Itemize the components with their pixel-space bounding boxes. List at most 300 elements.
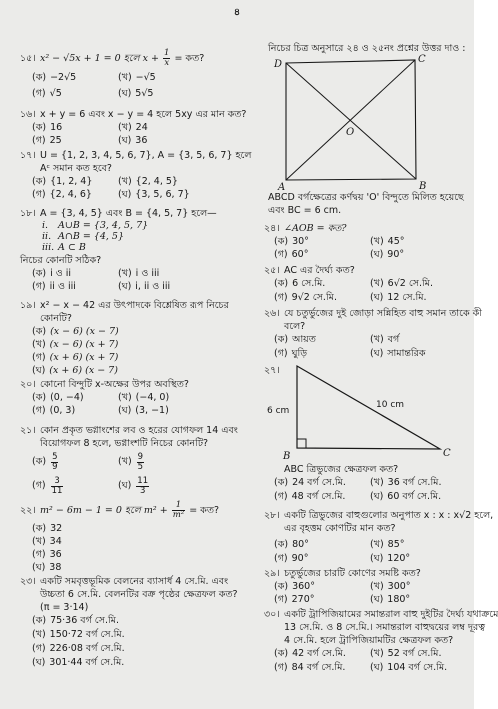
question-18 [20,207,254,293]
fraction-denominator: 3 [139,485,146,496]
fraction-numerator: 11 [137,475,149,486]
question-stem [20,299,254,312]
question-text-continued: বলে? [284,321,306,332]
question-text-continued: বিয়োগফল 8 হলে, ভগ্নাংশটি নিচের কোনটি? [40,438,209,449]
fraction-denominator: 9 [52,461,58,472]
stem-tail: = কত? [171,53,205,64]
option-label: (খ) [370,539,384,550]
option-text: {3, 5, 6, 7} [135,189,190,200]
option-label: (ঘ) [370,292,384,303]
option-label: (ঘ) [118,281,132,292]
option-gha [32,656,254,670]
option-text: 84 বর্গ সে.মি. [291,662,346,673]
question-number: ২৩। [20,576,36,587]
option-label: (গ) [274,292,288,303]
question-stem [20,378,254,391]
option-label: (ক) [32,455,47,467]
option-ka [274,235,370,248]
option-kha [32,338,254,351]
statement-iii [20,242,254,253]
option-label: (খ) [118,176,132,187]
question-text: যে চতুর্ভুজের দুই জোড়া সন্নিহিত বাহু সমান তাকে কী [284,308,482,319]
question-text-continued: Aᶜ সমান কত হবে? [40,163,112,174]
option-label: (ক) [274,648,289,659]
fraction-numerator: 9 [137,451,144,462]
option-text: বর্গ [387,334,400,345]
option-label: (ঘ) [118,479,132,491]
question-stem [264,222,468,235]
option-label: (খ) [118,268,132,279]
question-stem [264,509,494,522]
option-ka [32,450,118,474]
option-text: 90° [291,553,309,564]
question-text-continued: 13 সে.মি. ও 8 সে.মি.। সমান্তরাল বাহুদ্বয়ের লম্ব দূরত্ব [284,622,485,633]
option-text: 36 বর্গ সে.মি. [387,477,442,488]
option-text: i ও iii [135,268,160,279]
option-ka [274,647,370,661]
question-text: একটি ট্রাপিজিয়ামের সমান্তরাল বাহু দুইটির দৈর্ঘ্য যথাক্রমে [284,609,498,620]
option-label: (ক) [32,268,47,279]
option-kha [32,535,254,548]
option-label: (খ) [370,477,384,488]
option-kha [118,70,254,86]
option-label: (খ) [118,72,132,83]
option-label: (খ) [118,455,132,467]
question-number: ১৮। [20,208,36,219]
option-label: (ক) [274,278,289,289]
option-kha [32,628,254,642]
options [20,70,254,102]
option-label: (ক) [274,581,289,592]
options [20,121,254,147]
option-text: 300° [387,581,411,592]
stem-expression: x² − √5x + 1 = 0 হলে x + [40,53,162,64]
option-label: (গ) [32,352,46,363]
option-text: (−4, 0) [135,392,170,403]
fraction-denominator: 5 [137,461,144,472]
option-label: (খ) [32,629,46,640]
option-text: আয়ত [292,334,316,345]
option-label: (ঘ) [32,657,46,668]
vertex-label-d: D [274,59,283,70]
option-label: (খ) [32,536,46,547]
option-text: 80° [292,539,309,550]
option-ga [274,661,370,675]
vertex-label-a: A [278,182,286,193]
question-30 [264,608,498,675]
option-text: (3, −1) [135,405,169,416]
question-stem [264,264,468,277]
option-label: (ঘ) [118,189,132,200]
option-gha [118,86,254,102]
question-text: x² − x − 42 এর উৎপাদকে বিশ্লেষিত রূপ নিচের [40,300,229,311]
option-gha [370,661,468,675]
option-label: (ক) [274,236,289,247]
option-ka [32,70,118,86]
option-text: সামান্তরিক [387,348,426,359]
vertex-label-b: B [283,451,291,462]
option-text: 25 [49,135,62,146]
caption-line: এবং BC = 6 cm. [268,205,342,216]
statement-i [20,220,254,231]
option-text: 42 বর্গ সে.মি. [292,648,346,659]
question-number: ২৪। [264,223,280,234]
option-text: 12 সে.মি. [387,292,427,303]
option-ka [274,580,370,593]
option-gha [118,474,254,498]
diagonal-ac [286,60,415,180]
option-text: 85° [387,539,405,550]
option-label: (খ) [370,648,384,659]
option-text: (x + 6) (x − 7) [49,365,118,376]
question-number: ২৬। [264,308,280,319]
option-kha [370,580,468,593]
question-number: ১৯। [20,300,36,311]
center-label-o: O [346,127,355,138]
option-kha [370,476,468,490]
options [20,267,254,293]
fraction-denominator: x [164,58,170,68]
option-ka [274,277,370,291]
option-text: (x + 6) (x + 7) [49,352,119,363]
option-gha [370,593,468,606]
option-ga [32,642,254,656]
question-text: ABC ত্রিভুজের ক্ষেত্রফল কত? [284,464,399,475]
option-kha [370,235,468,248]
option-ga [274,490,370,504]
option-ka [32,325,254,338]
option-gha [370,248,468,261]
question-stem [264,307,482,320]
fraction [51,453,58,472]
option-text: i ও ii [50,268,72,279]
option-text: 120° [387,553,411,564]
option-label: (খ) [370,334,384,345]
option-ka [32,267,118,280]
option-ka [274,538,370,552]
option-label: (গ) [274,249,288,260]
option-ga [32,188,118,201]
fraction [163,49,170,68]
option-label: (খ) [370,278,384,289]
option-label: (ঘ) [32,562,46,573]
option-label: (গ) [32,643,46,654]
question-text-continued: 4 সে.মি. হলে ট্রাপিজিয়ামটির ক্ষেত্রফল কত? [284,635,454,646]
option-ga [32,86,118,102]
question-stem [20,575,254,588]
option-gha [370,552,468,566]
option-gha [32,364,254,377]
option-gha [370,291,468,305]
option-label: (খ) [118,392,132,403]
option-ka [32,614,254,628]
option-kha [118,450,254,474]
option-kha [370,647,468,661]
option-text: (0, −4) [50,392,84,403]
options [20,614,254,670]
option-label: (গ) [32,189,46,200]
option-text: {2, 4, 6} [49,189,92,200]
option-label: (ঘ) [370,249,384,260]
fraction-numerator: 1 [164,48,170,58]
option-text: 60 বর্গ সে.মি. [387,491,442,502]
fraction-denominator: 11 [51,485,63,496]
option-text: 30° [292,236,309,247]
question-number: ২২। [20,505,36,516]
question-17 [20,149,254,201]
option-text: i, ii ও iii [135,281,171,292]
question-text: চতুর্ভুজের চারটি কোণের সমষ্টি কত? [284,568,421,579]
option-text: 6 সে.মি. [292,278,326,289]
statement-numeral: i. [42,220,49,231]
option-gha [118,404,254,417]
side-label-ab: 6 cm [267,406,290,416]
option-ga [32,351,254,364]
fraction-denominator: m² [172,510,185,520]
fraction-numerator: 5 [52,451,58,462]
option-label: (গ) [32,281,46,292]
option-text: 48 বর্গ সে.মি. [291,491,346,502]
options [20,175,254,201]
statement-text: A∪B = {3, 4, 5, 7} [58,220,149,231]
stem-tail: = কত? [186,505,219,516]
options [20,450,254,498]
option-text: (x − 6) (x − 7) [50,326,119,337]
option-ga [274,552,370,566]
question-number: ২৮। [264,510,280,521]
question-19 [20,299,254,377]
question-text-continued: উচ্চতা 6 সে.মি. বেলনটির বক্র পৃষ্ঠের ক্ষেত্রফল কত? [40,589,238,600]
option-label: (ক) [32,176,47,187]
option-ka [274,333,370,347]
option-text: 34 [49,536,62,547]
option-label: (ক) [32,615,47,626]
option-text: 32 [50,523,63,534]
question-stem [20,424,254,437]
options [264,580,468,606]
option-kha [370,333,468,347]
question-text-continued: এর বৃহত্তম কোণটির মান কত? [284,523,396,534]
option-text: 104 বর্গ সে.মি. [387,662,448,673]
fraction [51,477,64,496]
option-text: 24 বর্গ সে.মি. [292,477,346,488]
option-label: (গ) [274,594,288,605]
option-kha [118,175,254,188]
statement-text: A ⊂ B [58,242,86,253]
option-text: 226·08 বর্গ সে.মি. [49,643,125,654]
question-stem [20,108,254,121]
option-kha [118,391,254,404]
option-ka [32,391,118,404]
option-gha [370,347,468,361]
question-text-continued: (π = 3·14) [40,602,89,613]
option-label: (ঘ) [118,135,132,146]
option-label: (ক) [274,477,289,488]
question-21 [20,424,254,498]
figure-caption [268,191,468,217]
question-number: ১৫। [20,53,36,64]
option-ga [274,593,370,606]
question-text: কোন প্রকৃত ভগ্নাংশের লব ও হরের যোগফল 14 এবং [40,425,238,436]
option-kha [118,267,254,280]
option-ga [32,134,118,147]
question-text: x + y = 6 এবং x − y = 4 হলে 5xy এর মান কত? [40,109,247,120]
option-text: ii ও iii [49,281,76,292]
option-label: (খ) [370,236,384,247]
option-text: 150·72 বর্গ সে.মি. [49,629,125,640]
page-number: ৪ [233,7,241,18]
option-label: (ঘ) [370,553,384,564]
option-text: 6√2 সে.মি. [387,278,433,289]
option-label: (খ) [118,122,132,133]
question-stem [20,48,254,70]
vertex-label-c: C [443,448,451,459]
options [20,325,254,377]
statement-ii [20,231,254,242]
question-number: ২১। [20,425,36,436]
question-20 [20,378,254,417]
option-text: 75·36 বর্গ সে.মি. [50,615,119,626]
option-label: (ঘ) [370,348,384,359]
question-number: ১৬। [20,109,36,120]
option-ka [32,175,118,188]
option-label: (ক) [32,122,47,133]
option-label: (ক) [274,334,289,345]
statement-numeral: ii. [42,231,52,242]
triangle-abc [297,366,440,449]
question-27 [264,463,468,504]
question-23 [20,575,254,670]
question-text: AC এর দৈর্ঘ্য কত? [284,265,355,276]
option-label: (গ) [32,405,46,416]
question-28 [264,509,494,566]
question-number: ২০। [20,379,36,390]
question-prompt: নিচের কোনটি সঠিক? [20,255,102,266]
option-text: 360° [292,581,315,592]
question-15 [20,48,254,102]
fraction [136,477,149,496]
option-label: (গ) [274,553,288,564]
options [264,235,468,261]
option-label: (ঘ) [118,88,132,99]
fraction-numerator: 3 [51,477,64,487]
statement-text: A∩B = {4, 5} [58,231,125,242]
option-ga [274,248,370,261]
question-text: কোনো বিন্দুটি x-অক্ষের উপর অবস্থিত? [40,379,189,390]
triangle-figure [264,360,466,462]
option-text: 16 [50,122,63,133]
option-label: (গ) [274,348,288,359]
statement-numeral: iii. [42,242,55,253]
question-text: একটি ত্রিভুজের বাহুগুলোর অনুপাত x : x : x√2 হলে, [284,510,494,521]
option-label: (খ) [32,339,46,350]
question-stem [20,207,254,220]
question-text: U = {1, 2, 3, 4, 5, 6, 7}, A = {3, 5, 6, 7} হলে [40,150,252,161]
question-stem [20,500,254,522]
question-stem [20,149,254,162]
vertex-label-b: B [419,181,427,192]
option-label: (খ) [370,581,384,592]
square-figure [264,52,466,192]
option-ka [274,476,370,490]
option-gha [118,280,254,293]
option-text: 9√2 সে.মি. [291,292,337,303]
options [264,277,468,305]
option-text: (x − 6) (x + 7) [49,339,119,350]
option-label: (ক) [32,72,47,83]
option-text: {1, 2, 4} [50,176,93,187]
option-gha [32,561,254,574]
question-stem [264,608,498,621]
fraction-numerator: 1 [172,501,185,511]
option-ga [274,291,370,305]
figure-instruction: নিচের চিত্র অনুসারে ২৪ ও ২৫নং প্রশ্নের উত্তর দাও : [268,43,466,54]
option-text: 52 বর্গ সে.মি. [387,648,442,659]
option-label: (ক) [32,523,47,534]
option-label: (ঘ) [32,365,46,376]
caption-line: ABCD বর্গক্ষেত্রের কর্ণদ্বয় 'O' বিন্দুতে মিলিত হয়েছে [268,192,464,203]
option-text: −√5 [135,72,156,83]
stem-expression: m² − 6m − 1 = 0 হলে m² + [40,505,171,516]
option-text: 301·44 বর্গ সে.মি. [49,657,125,668]
question-text: একটি সমবৃত্তভূমিক বেলনের ব্যাসার্ধ 4 সে.মি. এবং [40,576,229,587]
options [264,333,468,361]
question-number: ২৯। [264,568,280,579]
option-gha [118,188,254,201]
vertex-label-c: C [418,54,426,65]
option-text: 36 [135,135,148,146]
option-label: (ক) [32,392,47,403]
option-label: (ঘ) [370,662,384,673]
side-label-ac: 10 cm [376,400,405,410]
option-gha [118,134,254,147]
option-ga [32,280,118,293]
option-ga [32,548,254,561]
question-26 [264,307,482,361]
option-text: ঘুড়ি [291,348,308,359]
option-kha [370,277,468,291]
option-label: (ঘ) [118,405,132,416]
options [264,476,468,504]
option-ga [32,404,118,417]
option-label: (গ) [32,88,46,99]
option-text: 24 [135,122,148,133]
option-label: (ক) [32,326,47,337]
question-number: ৩০। [264,609,280,620]
option-text: 60° [291,249,309,260]
option-label: (গ) [32,549,46,560]
options [20,522,254,574]
option-ga [274,347,370,361]
options [264,647,468,675]
question-25 [264,264,468,305]
question-29 [264,567,468,606]
question-text-continued: কোনটি? [40,313,72,324]
option-text: (0, 3) [49,405,76,416]
option-label: (ক) [274,539,289,550]
option-label: (গ) [274,491,288,502]
question-number: ২৭। [264,365,280,376]
option-label: (ঘ) [370,594,384,605]
options [20,391,254,417]
option-text: 36 [49,549,62,560]
option-text: 5√5 [135,88,154,99]
question-number: ১৭। [20,150,36,161]
option-text: {2, 4, 5} [135,176,178,187]
option-kha [370,538,468,552]
option-ka [32,522,254,535]
question-22 [20,500,254,574]
